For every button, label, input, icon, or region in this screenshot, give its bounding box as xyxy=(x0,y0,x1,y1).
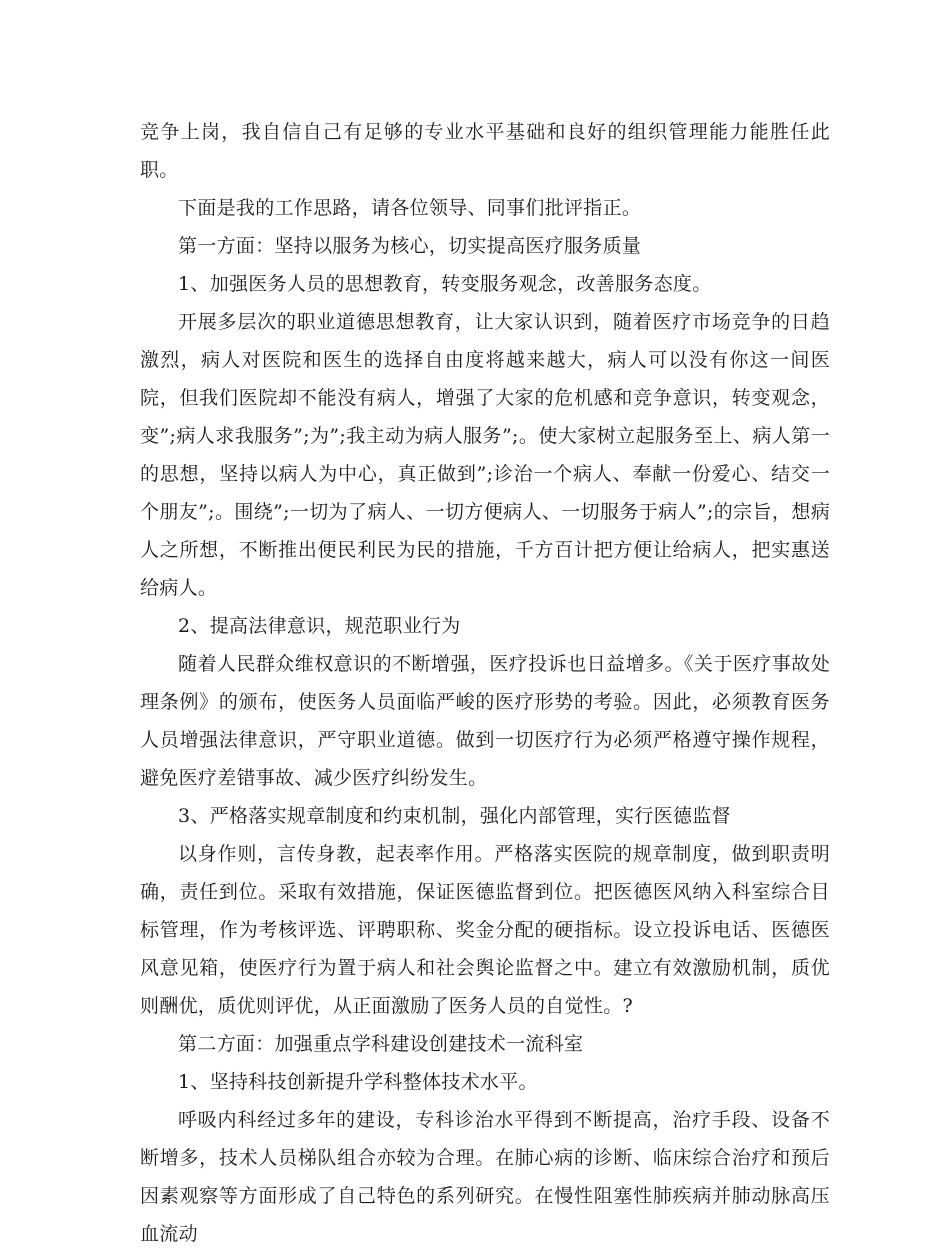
paragraph-2-1: 呼吸内科经过多年的建设，专科诊治水平得到不断提高，治疗手段、设备不断增多，技术人员梯队组合亦较为合理。在肺心病的诊断、临床综合治疗和预后因素观察等方面形成了自己特色的系列研究。在慢性阻塞性肺疾病并肺动脉高压血流动 xyxy=(140,1109,830,1245)
paragraph-intro: 下面是我的工作思路，请各位领导、同事们批评指正。 xyxy=(178,197,642,219)
subheading-1-2: 2、提高法律意识，规范职业行为 xyxy=(178,615,461,637)
section-heading-2: 第二方面：加强重点学科建设创建技术一流科室 xyxy=(178,1033,584,1055)
paragraph-continuation: 竞争上岗，我自信自己有足够的专业水平基础和良好的组织管理能力能胜任此职。 xyxy=(140,121,830,181)
subheading-1-1: 1、加强医务人员的思想教育，转变服务观念，改善服务态度。 xyxy=(178,273,712,295)
paragraph-1-3: 以身作则，言传身教，起表率作用。严格落实医院的规章制度，做到职责明确，责任到位。采取有效措施，保证医德监督到位。把医德医风纳入科室综合目标管理，作为考核评选、评聘职称、奖金分配的硬指标。设立投诉电话、医德医风意见箱，使医疗行为置于病人和社会舆论监督之中。建立有效激励机制，质优则酬优，质优则评优，从正面激励了医务人员的自觉性。? xyxy=(140,843,830,1017)
subheading-2-1: 1、坚持科技创新提升学科整体技术水平。 xyxy=(178,1071,538,1093)
paragraph-1-1: 开展多层次的职业道德思想教育，让大家认识到，随着医疗市场竞争的日趋激烈，病人对医院和医生的选择自由度将越来越大，病人可以没有你这一间医院，但我们医院却不能没有病人，增强了大家的危机感和竞争意识，转变观念，变”;病人求我服务”;为”;我主动为病人服务”;。使大家树立起服务至上、病人第一的思想，坚持以病人为中心，真正做到”;诊治一个病人、奉献一份爱心、结交一个朋友”;。围绕”;一切为了病人、一切方便病人、一切服务于病人”;的宗旨，想病人之所想，不断推出便民利民为民的措施，千方百计把方便让给病人，把实惠送给病人。 xyxy=(140,311,830,599)
section-heading-1: 第一方面：坚持以服务为核心，切实提高医疗服务质量 xyxy=(178,235,642,257)
document-body xyxy=(140,113,830,1253)
subheading-1-3: 3、严格落实规章制度和约束机制，强化内部管理，实行医德监督 xyxy=(178,805,731,827)
paragraph-1-2: 随着人民群众维权意识的不断增强，医疗投诉也日益增多。《关于医疗事故处理条例》的颁布，使医务人员面临严峻的医疗形势的考验。因此，必须教育医务人员增强法律意识，严守职业道德。做到一切医疗行为必须严格遵守操作规程，避免医疗差错事故、减少医疗纠纷发生。 xyxy=(140,653,830,789)
